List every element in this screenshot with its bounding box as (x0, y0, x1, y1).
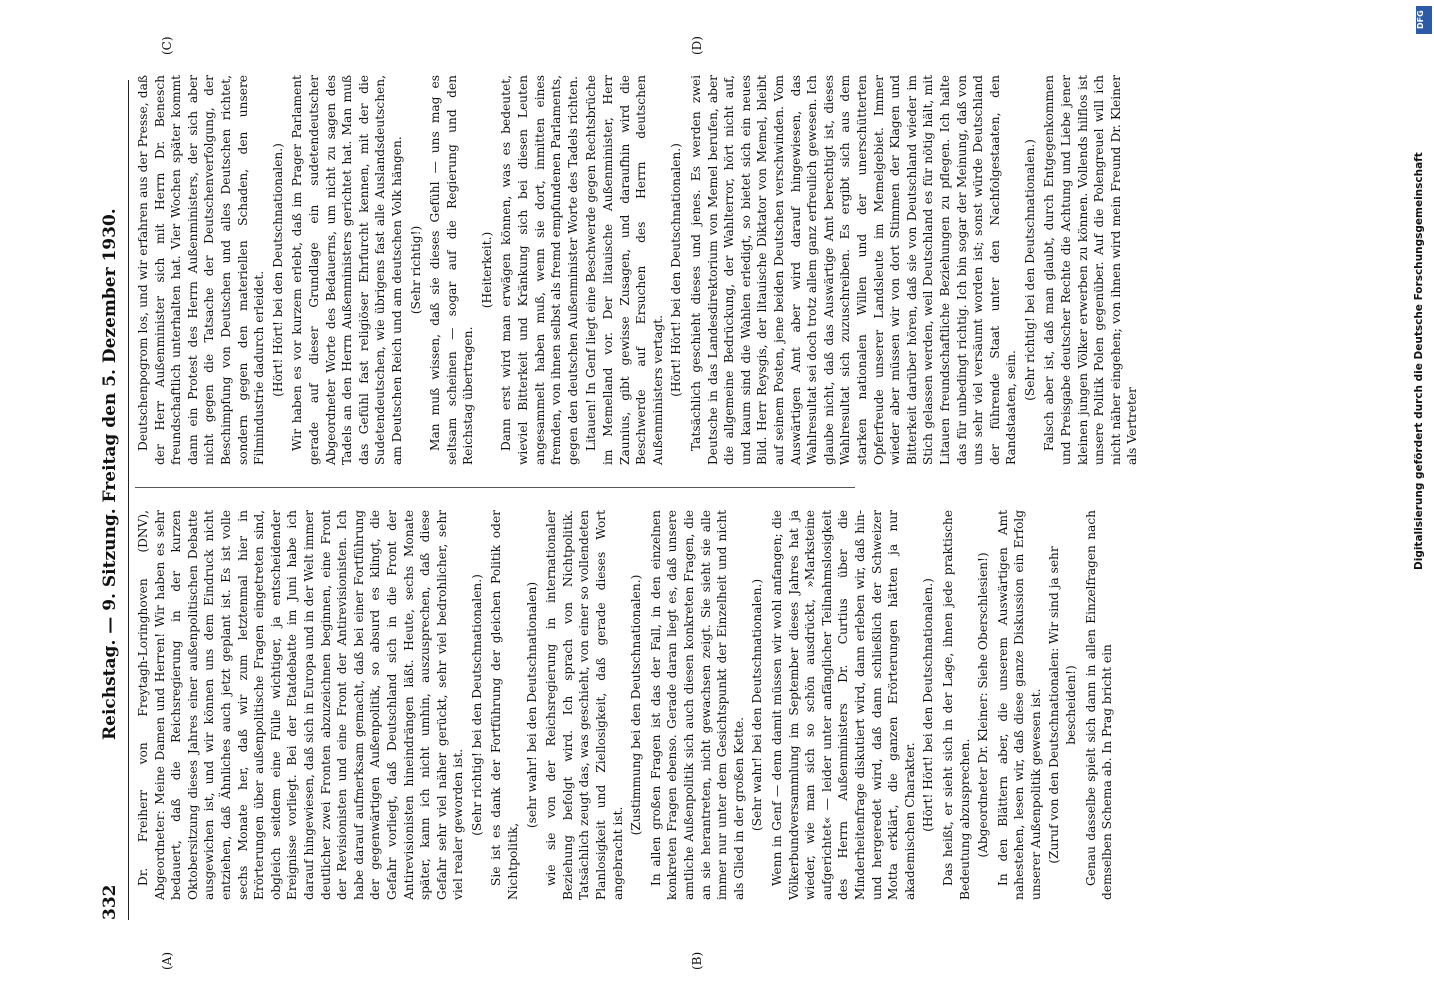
paragraph: Falsch aber ist, daß man glaubt, durch Entgegenkommen und Preisgabe deutscher Rechte die Achtung und Liebe jener kleinen jungen Völker erwerben zu können. Vollends hilflos ist unsere Politik Polen gegenüber. Auf die Polengreuel will ich nicht näher eingehen; von ihnen wird mein Freund Dr. Kleiner als Vertreter (1042, 75, 1140, 465)
interjection: (Hört! Hört! bei den Deutschnationalen.) (921, 578, 936, 832)
right-column (135, 75, 1140, 465)
marker-c: (C) (160, 36, 174, 55)
paragraph: Deutschenpogrom los, und wir erfahren aus der Presse, daß der Herr Außenminister sich mit Herrn Dr. Benesch freundschaftlich unterhalten hat. Vier Wochen später kommt dann ein Protest des Herrn Außenministers, der sich aber nicht gegen die Tatsache der Deutschenverfolgung, der Beschimpfung von Deutschen und alles Deutschen richtet, sondern gegen den materiellen Schaden, den unsere Filmindustrie dadurch erleidet. (136, 75, 267, 465)
paragraph: Wenn in Genf — denn damit müssen wir wohl anfangen; die Völkerbundversammlung im September dieses Jahres hat ja wieder, wie man sich so schön ausdrückt, »Marksteine aufgerichtet« — leider unter anfänglicher Teilnahmslosigkeit des Herrn Außenministers Dr. Curtius über die Minderheitenfrage diskutiert wird, dann erleben wir, daß hin- und hergeredet wird, daß dann schließlich der Schweizer Motta erklärt, die ganzen Erörterungen hätten ja nur akademischen Charakter. (769, 510, 917, 900)
interjection: (Sehr richtig! bei den Deutschnationalen.) (1022, 139, 1037, 401)
side-credit (1410, 10, 1434, 570)
paragraph: In allen großen Fragen ist das der Fall, in den einzelnen konkreten Fragen ebenso. Gerade daran liegt es, daß unsere amtliche Außenpolitik sich auch diesen konkreten Fragen, die an sie herantreten, nicht gewachsen zeigt. Sie sieht sie alle immer nur unter dem Gesichtspunkt der Einzelheit und nicht als Glied in der großen Kette. (648, 510, 746, 900)
marker-d: (D) (690, 36, 704, 55)
paragraph: Sie ist es dank der Fortführung der gleichen Politik oder Nichtpolitik, (489, 510, 521, 900)
paragraph: Dr. Freiherr von Freytagh-Loringhoven (DNV), Abgeordneter: Meine Damen und Herren! Wir haben es sehr bedauert, daß die Reichsregierung in der kurzen Oktobersitzung dieses Jahres einer außenpolitischen Debatte ausgewichen ist, und wir können uns dem Eindruck nicht entziehen, daß Ähnliches auch jetzt geplant ist. Es ist volle sechs Monate her, daß wir zum letztenmal hier in Erörterungen über außenpolitische Fragen eingetreten sind, obgleich seitdem eine Fülle wichtiger, ja entscheidender Ereignisse vorliegt. Bei der Etatdebatte im Juni habe ich darauf hingewiesen, daß sich in Europa und in der Welt immer deutlicher zwei Fronten abzuzeichnen beginnen, eine Front der Revisionisten und eine Front der Antirevisionisten. Ich habe darauf aufmerksam gemacht, daß bei einer Fortführung der gegenwärtigen Außenpolitik, so absurd es klingt, die Gefahr vorliegt, daß Deutschland sich in die Front der Antirevisionisten hineindrängen läßt. Heute, sechs Monate später, kann ich nicht umhin, auszusprechen, daß diese Gefahr sehr viel näher gerückt, sehr viel bedrohlicher, sehr viel realer geworden ist. (136, 510, 466, 900)
page-number: 332 (100, 884, 120, 920)
left-column (135, 510, 1115, 900)
paragraph: wie sie von der Reichsregierung in internationaler Beziehung befolgt wird. Ich sprach von Nichtpolitik. Tatsächlich zeugt das, was geschieht, von einer so vollendeten Planlosigkeit und Ziellosigkeit, daß gerade dieses Wort angebracht ist. (544, 510, 625, 900)
page-title: Reichstag. — 9. Sitzung. Freitag den 5. Dezember 1930. (100, 208, 120, 740)
interjection: (Hört! Hört! bei den Deutschnationalen.) (270, 143, 285, 397)
interjection: (Zustimmung bei den Deutschnationalen.) (629, 574, 644, 836)
interjection: (Hört! Hört! bei den Deutschnationalen.) (669, 143, 684, 397)
paragraph: Genau dasselbe spielt sich dann in allen Einzelfragen nach demselben Schema ab. In Prag bricht ein (1083, 510, 1115, 900)
paragraph: Das heißt, er sieht sich in der Lage, ihnen jede praktische Bedeutung abzusprechen. (940, 510, 972, 900)
side-credit-text: Digitalisierung gefördert durch die Deutsche Forschungsgemeinschaft (1413, 152, 1425, 570)
paragraph: Dann erst wird man erwägen können, was es bedeutet, wieviel Bitterkeit und Kränkung sich bei diesen Leuten angesammelt haben muß, wenn sie dort, inmitten eines fremden, von ihnen selbst als fremd empfundenen Parlaments, gegen den deutschen Außenminister Worte des Tadels richten. (499, 75, 580, 465)
interjection: (sehr wahr! bei den Deutschnationalen) (524, 581, 539, 829)
interjection: (Abgeordneter Dr. Kleiner: Siehe Oberschlesien!) (976, 552, 991, 858)
paragraph: Litauen! In Genf liegt eine Beschwerde gegen Rechtsbrüche im Memelland vor. Der litauische Außenminister, Herr Zaunius, gibt gewisse Zusagen, und daraufhin wird die Beschwerde auf Ersuchen des Herrn deutschen Außenministers vertagt. (584, 75, 665, 465)
interjection: (Sehr richtig! bei den Deutschnationalen.) (469, 574, 484, 836)
marker-b: (B) (690, 951, 704, 970)
page-header (100, 80, 126, 920)
paragraph: Tatsächlich geschieht dieses und jenes. Es werden zwei Deutsche in das Landesdirektorium von Memel berufen, aber die allgemeine Bedrückung, der Wahlterror, hört nicht auf, und kaum sind die Wahlen erledigt, so bietet sich ein neues Bild. Herr Reysgis, der litauische Diktator von Memel, bleibt auf seinem Posten, jene beiden Deutschen verschwinden. Vom Auswärtigen Amt aber wird darauf hingewiesen, das Wahlresultat sei doch trotz allem ganz erfreulich gewesen. Ich glaube nicht, daß das Auswärtige Amt berechtigt ist, dieses Wahlresultat sich zuzuschreiben. Es ergibt sich aus dem starken nationalen Willen und der unerschütterten Opferfreude unserer Landsleute im Memelgebiet. Immer wieder aber müssen wir von dort Stimmen der Klagen und Bitterkeit darüber hören, daß sie von Deutschland wieder im Stich gelassen werden, weil Deutschland es für nötig hält, mit Litauen freundschaftliche Beziehungen zu pflegen. Ich halte das für unbedingt richtig. Ich bin sogar der Meinung, daß von uns sehr viel versäumt worden ist; sonst würde Deutschland der führende Staat unter den Nachfolgestaaten, den Randstaaten, sein. (689, 75, 1019, 465)
interjection: (Heiterkeit.) (479, 231, 494, 309)
paragraph: In den Blättern aber, die unserem Auswärtigen Amt nahestehen, lesen wir, daß diese ganze Diskussion ein Erfolg unserer Außenpolitik gewesen ist. (995, 510, 1043, 900)
dfg-logo: DFG (1416, 6, 1432, 34)
paragraph: Wir haben es vor kurzem erlebt, daß im Prager Parlament gerade auf dieser Grundlage ein sudetendeutscher Abgeordneter Worte des Bedauerns, um nicht zu sagen des Tadels an den Herrn Außenministers gerichtet hat. Man muß das Gefühl fast religiöser Ehrfurcht kennen, mit der die Sudetendeutschen, wie übrigens fast alle Auslandsdeutschen, am Deutschen Reich und am deutschen Volk hängen. (290, 75, 404, 465)
column-divider (135, 487, 855, 488)
marker-a: (A) (160, 951, 174, 970)
interjection: (Sehr wahr! bei den Deutschnationalen.) (750, 578, 765, 832)
header-rule (128, 80, 129, 920)
interjection: (Sehr richtig!) (408, 225, 423, 315)
interjection: (Zuruf von den Deutschnationalen: Wir sind ja sehr bescheiden!) (1047, 546, 1079, 864)
paragraph: Man muß wissen, daß sie dieses Gefühl — uns mag es seltsam scheinen — sogar auf die Regierung und den Reichstag übertragen. (428, 75, 476, 465)
